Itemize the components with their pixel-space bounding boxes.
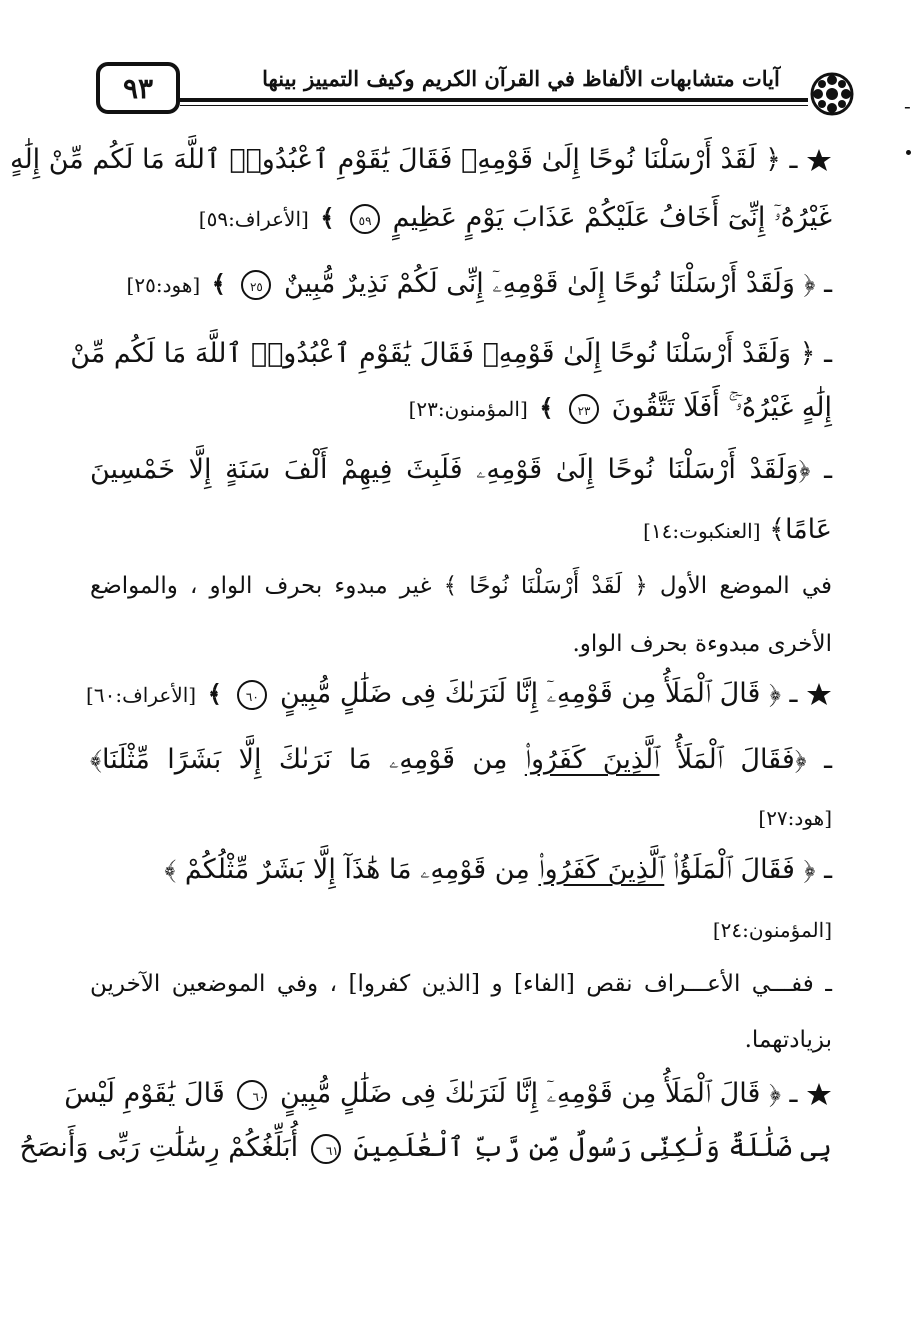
page-number: ٩٣ xyxy=(96,62,180,114)
verse-text: ﴿ لَقَدْ أَرْسَلْنَا نُوحًا إِلَىٰ قَوْمِهِۦ فَقَالَ يَٰقَوْمِ ٱعْبُدُوا۟ ٱللَّهَ مَا لَكُم مِّنْ إِلَٰهٍ xyxy=(9,144,781,175)
underlined-phrase: ٱلَّذِينَ كَفَرُوا۟ xyxy=(524,744,660,775)
star-ornament-icon xyxy=(806,682,832,708)
verse-text: عَامًا﴾ xyxy=(769,514,832,545)
verse-line: ـ ﴿ فَقَالَ ٱلْمَلَؤُا۟ ٱلَّذِينَ كَفَرُوا۟ مِن قَوْمِهِۦ مَا هَٰذَآ إِلَّا بَشَرٌ مِّثْلُكُمْ ﴾ xyxy=(164,854,832,885)
verse-text: مِن قَوْمِهِۦ مَا هَٰذَآ إِلَّا بَشَرٌ مِّثْلُكُمْ ﴾ xyxy=(164,854,539,885)
verse-text: بِى ضَلَٰلَةٌ وَلَٰكِنِّى رَسُولٌ مِّن رَّبِّ ٱلْعَٰلَمِينَ xyxy=(353,1132,832,1163)
verse-reference: [الأعراف:٥٩] xyxy=(198,207,309,231)
verse-text: ﴿ فَقَالَ ٱلْمَلَؤُا۟ xyxy=(664,854,816,885)
verse-line: ـ ﴿فَقَالَ ٱلْمَلَأُ ٱلَّذِينَ كَفَرُوا۟ مِن قَوْمِهِۦ مَا نَرَىٰكَ إِلَّا بَشَرًا مِّثْلَنَا﴾ xyxy=(90,744,832,775)
flower-ornament-icon xyxy=(808,70,856,118)
ayah-number: ٦٠ xyxy=(237,680,267,710)
commentary-line: الأخرى مبدوءة بحرف الواو. xyxy=(572,631,832,657)
verse-line: ـ ﴿ قَالَ ٱلْمَلَأُ مِن قَوْمِهِۦٓ إِنَّا لَنَرَىٰكَ فِى ضَلَٰلٍ مُّبِينٍ ٦٠ قَالَ يَٰقَوْمِ لَيْسَ xyxy=(90,1074,832,1114)
page-header xyxy=(96,62,856,122)
underlined-phrase: ٱلَّذِينَ كَفَرُوا۟ xyxy=(538,854,665,885)
verse-line: ـ ﴿ لَقَدْ أَرْسَلْنَا نُوحًا إِلَىٰ قَوْمِهِۦ فَقَالَ يَٰقَوْمِ ٱعْبُدُوا۟ ٱللَّهَ مَا لَكُم مِّنْ إِلَٰهٍ xyxy=(90,140,832,180)
bracket-close-icon: ﴾ xyxy=(539,393,554,422)
commentary-line: ـ ففـــي الأعـــراف نقص [الفاء] و [الذين كفروا] ، وفي الموضعين الآخرين xyxy=(90,971,832,997)
verse-text: ﴿ وَلَقَدْ أَرْسَلْنَا نُوحًا إِلَىٰ قَوْمِهِۦٓ إِنِّى لَكُمْ نَذِيرٌ مُّبِينٌ xyxy=(284,268,816,299)
verse-line xyxy=(90,510,832,551)
verse-line: ـ ﴿ وَلَقَدْ أَرْسَلْنَا نُوحًا إِلَىٰ قَوْمِهِۦٓ إِنِّى لَكُمْ نَذِيرٌ مُّبِينٌ ٢٥ ﴾ [هود:٢٥] xyxy=(90,264,832,305)
verse-line xyxy=(90,388,832,429)
running-title: آيات متشابهات الألفاظ في القرآن الكريم وكيف التمييز بينها xyxy=(262,66,780,91)
verse-line: ـ ﴿ وَلَقَدْ أَرْسَلْنَا نُوحًا إِلَىٰ قَوْمِهِۦ فَقَالَ يَٰقَوْمِ ٱعْبُدُوا۟ ٱللَّهَ مَا لَكُم مِّنْ xyxy=(70,338,832,369)
margin-dot xyxy=(906,150,911,155)
margin-dash: - xyxy=(904,94,911,118)
verse-text: ﴿فَقَالَ ٱلْمَلَأُ xyxy=(659,744,807,775)
bracket-close-icon: ﴾ xyxy=(211,269,226,298)
verse-text: ﴿ وَلَقَدْ أَرْسَلْنَا نُوحًا إِلَىٰ قَوْمِهِۦ فَقَالَ يَٰقَوْمِ ٱعْبُدُوا۟ ٱللَّهَ مَا لَكُم مِّنْ xyxy=(70,338,816,369)
verse-text: مِن قَوْمِهِۦ مَا نَرَىٰكَ إِلَّا بَشَرًا مِّثْلَنَا﴾ xyxy=(90,744,525,775)
verse-text: ﴿ قَالَ ٱلْمَلَأُ مِن قَوْمِهِۦٓ إِنَّا لَنَرَىٰكَ فِى ضَلَٰلٍ مُّبِينٍ xyxy=(279,1078,781,1109)
ayah-number: ٥٩ xyxy=(350,204,380,234)
verse-text: قَالَ يَٰقَوْمِ لَيْسَ xyxy=(64,1078,225,1109)
verse-text: أُبَلِّغُكُمْ رِسَٰلَٰتِ رَبِّى وَأَنصَحُ xyxy=(19,1132,299,1163)
verse-text: إِلَٰهٍ غَيْرُهُۥٓ ۚ أَفَلَا تَتَّقُونَ xyxy=(611,392,832,423)
verse-line xyxy=(19,1128,832,1168)
verse-reference: [المؤمنون:٢٣] xyxy=(408,397,528,421)
ayah-number: ٦٠ xyxy=(237,1080,267,1110)
star-ornament-icon xyxy=(806,148,832,174)
verse-text: غَيْرُهُۥٓ إِنِّىٓ أَخَافُ عَلَيْكُمْ عَذَابَ يَوْمٍ عَظِيمٍ xyxy=(392,202,832,233)
commentary-line: في الموضع الأول ﴿ لَقَدْ أَرْسَلْنَا نُوحًا ﴾ غير مبدوء بحرف الواو ، والمواضع xyxy=(90,573,832,599)
header-rule xyxy=(180,98,808,102)
verse-reference: [المؤمنون:٢٤] xyxy=(712,918,832,942)
verse-reference: [العنكبوت:١٤] xyxy=(643,519,761,543)
verse-text: ﴿ قَالَ ٱلْمَلَأُ مِن قَوْمِهِۦٓ إِنَّا لَنَرَىٰكَ فِى ضَلَٰلٍ مُّبِينٍ xyxy=(279,678,781,709)
verse-reference: [هود:٢٧] xyxy=(758,806,832,830)
commentary-line: بزيادتهما. xyxy=(744,1027,832,1053)
header-rule-thin xyxy=(180,105,808,106)
verse-line xyxy=(90,198,832,239)
verse-reference: [هود:٢٥] xyxy=(126,273,201,297)
verse-reference: [الأعراف:٦٠] xyxy=(86,683,197,707)
verse-line: ـ ﴿وَلَقَدْ أَرْسَلْنَا نُوحًا إِلَىٰ قَوْمِهِۦ فَلَبِثَ فِيهِمْ أَلْفَ سَنَةٍ إِلَّا خَمْسِينَ xyxy=(90,454,832,485)
bracket-close-icon: ﴾ xyxy=(320,203,335,232)
star-ornament-icon xyxy=(806,1082,832,1108)
verse-line: ـ ﴿ قَالَ ٱلْمَلَأُ مِن قَوْمِهِۦٓ إِنَّا لَنَرَىٰكَ فِى ضَلَٰلٍ مُّبِينٍ ٦٠ ﴾ [الأعراف:٦٠] xyxy=(90,674,832,715)
ayah-number: ٢٣ xyxy=(569,394,599,424)
verse-text: ﴿وَلَقَدْ أَرْسَلْنَا نُوحًا إِلَىٰ قَوْمِهِۦ فَلَبِثَ فِيهِمْ أَلْفَ سَنَةٍ إِلَّا خَمْسِينَ xyxy=(90,454,811,485)
ayah-number: ٦١ xyxy=(311,1134,341,1164)
ayah-number: ٢٥ xyxy=(241,270,271,300)
bracket-close-icon: ﴾ xyxy=(207,679,222,708)
